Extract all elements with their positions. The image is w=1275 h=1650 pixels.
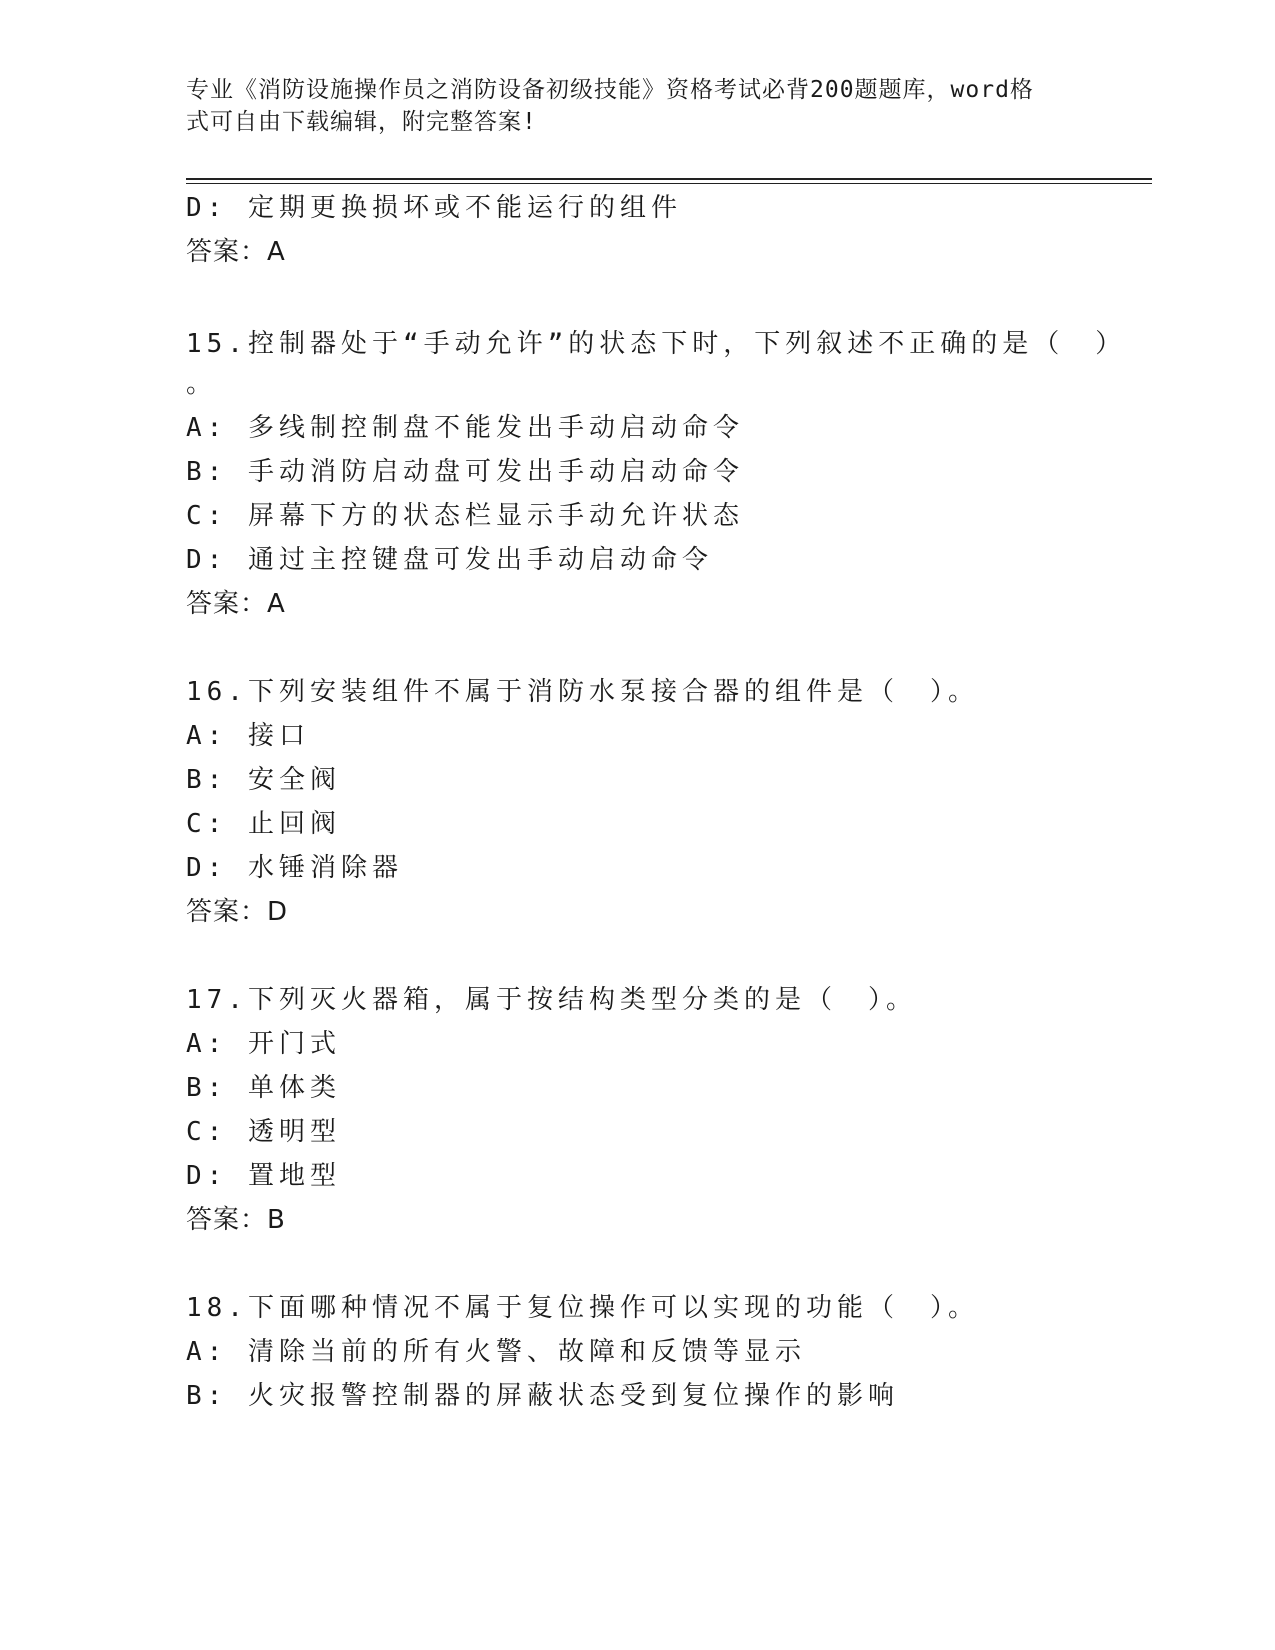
q16-question: 16.下列安装组件不属于消防水泵接合器的组件是（ ）。 [186, 677, 979, 707]
q16-answer: 答案：D [186, 897, 289, 927]
header-divider-thin [186, 183, 1152, 184]
q17-answer: 答案：B [186, 1205, 286, 1235]
q15-question: 15.控制器处于“手动允许”的状态下时，下列叙述不正确的是（ ） [186, 329, 1127, 359]
q18-question: 18.下面哪种情况不属于复位操作可以实现的功能（ ）。 [186, 1293, 979, 1323]
q15-option-b: B: 手动消防启动盘可发出手动启动命令 [186, 457, 744, 487]
q15-option-d: D: 通过主控键盘可发出手动启动命令 [186, 545, 713, 575]
q15-option-a: A: 多线制控制盘不能发出手动启动命令 [186, 413, 744, 443]
q15-answer: 答案：A [186, 589, 286, 619]
header-divider-thick [186, 178, 1152, 180]
q17-option-b: B: 单体类 [186, 1073, 341, 1103]
q17-option-a: A: 开门式 [186, 1029, 341, 1059]
header-line-2: 式可自由下载编辑，附完整答案! [186, 109, 537, 135]
q16-option-d: D: 水锤消除器 [186, 853, 403, 883]
q15-option-c: C: 屏幕下方的状态栏显示手动允许状态 [186, 501, 744, 531]
q17-option-c: C: 透明型 [186, 1117, 341, 1147]
prev-answer: 答案：A [186, 237, 286, 267]
q16-option-b: B: 安全阀 [186, 765, 341, 795]
prev-option-d: D: 定期更换损坏或不能运行的组件 [186, 193, 682, 223]
q17-option-d: D: 置地型 [186, 1161, 341, 1191]
q16-option-a: A: 接口 [186, 721, 310, 751]
header-line-1: 专业《消防设施操作员之消防设备初级技能》资格考试必背200题题库，word格 [186, 77, 1034, 103]
q17-question: 17.下列灭火器箱，属于按结构类型分类的是（ ）。 [186, 985, 917, 1015]
q15-question-cont: 。 [186, 369, 218, 399]
document-header [186, 74, 1066, 138]
q16-option-c: C: 止回阀 [186, 809, 341, 839]
q18-option-b: B: 火灾报警控制器的屏蔽状态受到复位操作的影响 [186, 1381, 899, 1411]
q18-option-a: A: 清除当前的所有火警、故障和反馈等显示 [186, 1337, 806, 1367]
